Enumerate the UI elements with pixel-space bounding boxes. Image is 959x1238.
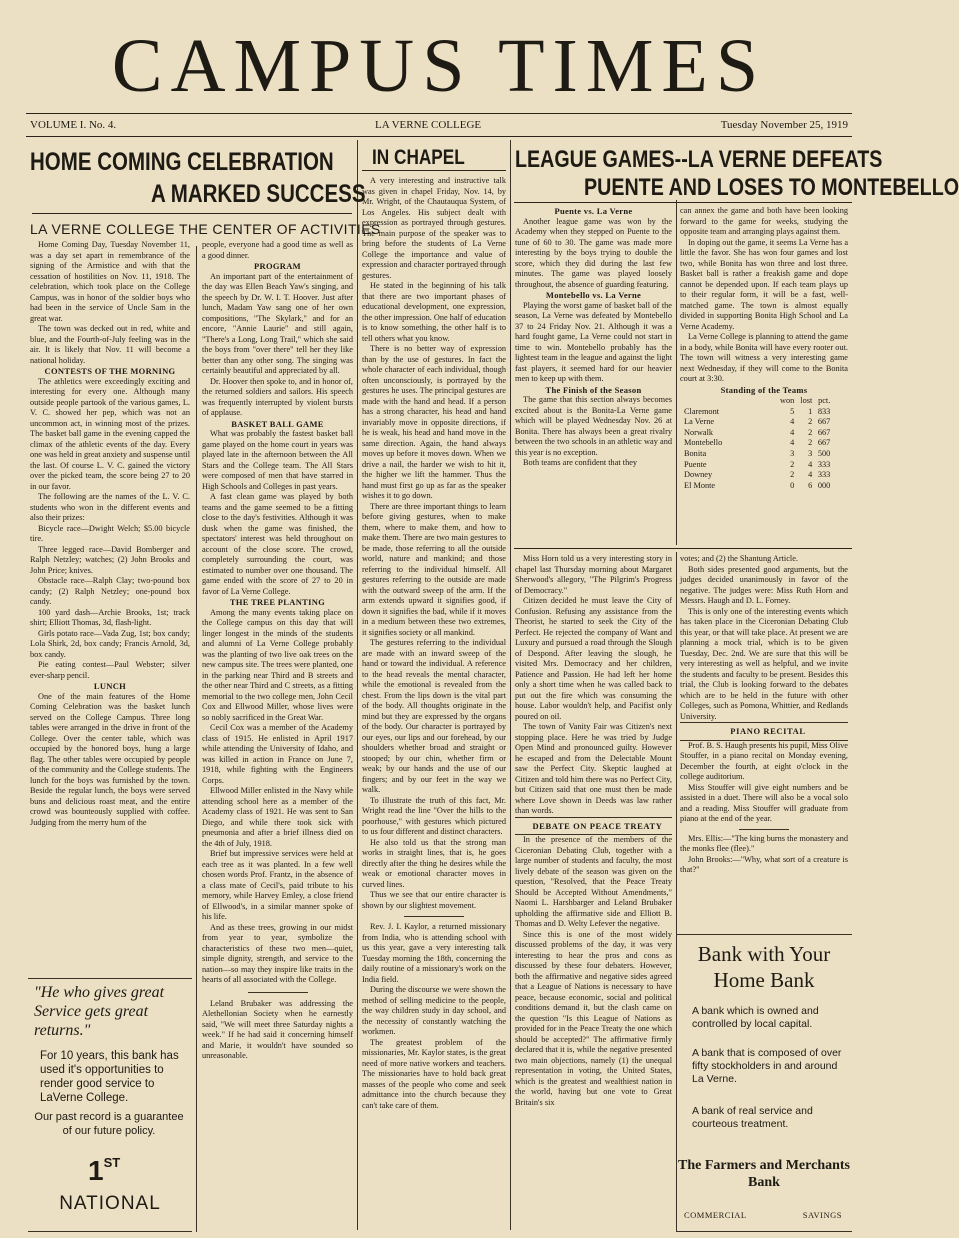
debate-subhead: DEBATE ON PEACE TREATY (515, 817, 672, 836)
article-paragraph: people, everyone had a good time as well as a good dinner. (202, 240, 353, 260)
standings-header-row (682, 396, 832, 407)
article-paragraph: Girls potato race—Vada Zug, 1st; box candy; Lola Shirk, 2d, box candy; Francis Arnold, 3d, box candy. (30, 628, 190, 659)
article-paragraph: One of the main features of the Home Coming Celebration was the basket lunch served on the College Campus. Three long tables were arranged in the drive in front of the College. Over the center table, which was occupied by the honored boys, hung a large flag. The other tables were occupied by people of the community and the College students. The lunch for the boys was furnished by the town. Beside the regular lunch, the boys were served buns and delicious roast meat, and the entire crowd was bounteously supplied with coffee. Judging from the merry hum of the (30, 691, 190, 827)
standings-row (682, 449, 832, 460)
standings-lost: 2 (808, 417, 813, 427)
article-paragraph: The athletics were exceedingly exciting and interesting for every one. Although many outside people partook of the various games, L. V. C. showed her pep, which was not an uncommon act, in winning most of the prizes. The basket ball game in the evening capped the climax of the athletic events of the day. Every one was held in great anxiety and suspense until the last. Of course L. V. C. gained the victory over the picked team, the score being 27 to 20 in our favor. (30, 376, 190, 491)
ad-savings: SAVINGS (802, 1210, 842, 1220)
article-paragraph: A fast clean game was played by both teams and the game seemed to be a fitting close to the day's festivities. Although it was dusk when the game was finished, the spectators' interest was held throughout on account of the close score. The crowd, completely surrounding the court, was estimated to number over one thousand. The game ended with the score of 27 to 20 in favor of La Verne College. (202, 492, 353, 596)
article-paragraph: There is no better way of expression than by the use of gestures. In fact the whole character of each individual, though often unconsciously, is portrayed by the gestures he uses. The principal gestures are made with the hand and head. If a person has a strong character, his head and hand invariably move in opposite directions, if he is weak, his head and hand move in the same direction. Again, the hand always moves up before it moves down. When we drive a nail, the harder we wish to hit it, the higher we lift the hammer. Thus the hand must first go up as far as the speaker wishes it to go down. (362, 344, 506, 500)
tree-planting-subhead: THE TREE PLANTING (229, 597, 326, 607)
standings-header: lost (800, 396, 813, 405)
article-paragraph: Cecil Cox was a member of the Academy class of 1915. He enlisted in April 1917 while attending the University of Idaho, and was killed in action in France on June 7, 1918, while fighting with the Engineers Corps. (202, 723, 353, 785)
ad-text: A bank of real service and courteous treatment. (692, 1105, 813, 1130)
standings-pct: 833 (817, 406, 831, 416)
standings-lost: 3 (808, 448, 813, 458)
ad-text: A bank which is owned and controlled by local capital. (692, 1005, 819, 1030)
article-paragraph: Both sides presented good arguments, but the judges decided unanimously in favor of the negative. The judges were: Miss Ruth Horn and Messrs. Haugh and D. L. Forney. (680, 564, 848, 605)
article-paragraph: Among the many events taking place on the College campus on this day that will linger longest in the minds of the students and alumni of La Verne College probably was the planting of two live oak trees on the new campus site. The trees were planted, one in the parking near Third and B streets and the other near Third and C streets, as a fitting memorial to the two college men, John Cecil Cox and Ellwood Miller, whose lives were so nobly sacrificed in the Great War. (202, 607, 353, 722)
section-rule (514, 548, 852, 549)
standings-header: pct. (818, 396, 831, 405)
article-paragraph: Obstacle race—Ralph Clay; two-pound box candy; (2) Ralph Netzley; one-pound box candy. (30, 576, 190, 606)
standings-row (682, 428, 832, 439)
article-paragraph: This is only one of the interesting events which has taken place in the Ciceronian Debating Club this year, or that will take place. At present we are planning a mock trial, which is to be given Tuesday, Dec. 2nd. We are sure that this will be very interesting as well as helpful, and we invite the students and faculty to be present. Besides this trial, the Club is looking forward to the debates which are to be held in the future with other Colleges, such as Pomona, Whittier, and Redlands University. (680, 606, 848, 721)
article-paragraph: Rev. J. I. Kaylor, a returned missionary from India, who is attending school with us this year, gave a very interesting talk Tuesday morning the 18th, concerning the daily routine of a missionary's work on the India field. (362, 922, 506, 984)
standings-pct: 667 (817, 438, 831, 448)
masthead (0, 0, 878, 112)
standings-pct: 333 (817, 470, 831, 480)
ad-headline: Bank with Your Home Bank (697, 942, 831, 992)
article-paragraph: A very interesting and instructive talk was given in chapel Friday, Nov. 14, by Mr. Wright, of the Chautauqua System, of Los Angeles. His subject dealt with expression as portrayed through gestures. The main purpose of the speaker was to bring before the students of La Verne College the importance and value of expression and character portrayed through gestures. (362, 176, 506, 280)
article-paragraph: Thus we see that our entire character is shown by our slightest movement. (362, 890, 506, 910)
lunch-subhead: LUNCH (93, 681, 127, 691)
standings-won: 2 (790, 470, 795, 480)
ad-num-digit: 1 (88, 1155, 104, 1186)
standings-pct: 333 (817, 459, 831, 469)
standings-row (682, 460, 832, 471)
article-paragraph: The following are the names of the L. V. C. students who won in the different events and also their prizes: (30, 492, 190, 522)
article-paragraph: The game that this section always becomes excited about is the Bonita-La Verne game which will be played Wednesday Nov. 26 at Bonita. There has always been a great rivalry between the two schools in an athletic way and this year is no exception. (515, 395, 672, 457)
lower-column-1 (515, 554, 672, 1230)
headline-rule (362, 170, 506, 171)
chapel-headline: IN CHAPEL (372, 146, 465, 169)
article-paragraph: What was probably the fastest basket ball game played on the home court in years was played late in the afternoon between the All Stars and the College team. The All Stars were composed of men that have starred in High Schools and Colleges in past years. (202, 429, 353, 491)
standings-won: 4 (790, 417, 795, 427)
article-paragraph: Miss Horn told us a very interesting story in chapel last Thursday morning about Margaret Sherwood's allegory, "The Pilgrim's Progress of Democracy." (515, 554, 672, 595)
standings-subhead: Standing of the Teams (720, 384, 808, 395)
montebello-subhead: Montebello vs. La Verne (545, 290, 642, 300)
league-column-2 (680, 206, 848, 546)
standings-pct: 667 (817, 417, 831, 427)
standings-row (682, 438, 832, 449)
masthead-rule-top (26, 113, 852, 114)
ad-text: A bank that is composed of over fifty stockholders in and around La Verne. (692, 1047, 842, 1085)
article-paragraph: The greatest problem of the missionaries, Mr. Kaylor states, is the great need of more native workers and teachers. The missionaries have to hold back great masses of the people who come and seek admittance into the church because they can't take care of them. (362, 1037, 506, 1110)
ad-body: For 10 years, this bank has used it's opportunities to render good service to LaVerne College. (40, 1050, 179, 1104)
standings-team: Claremont (684, 406, 720, 416)
article-paragraph: To illustrate the truth of this fact, Mr. Wright read the line "Over the hills to the poorhouse," with gestures which pictured to us four different and distinct characters. (362, 795, 506, 836)
standings-team: Puente (684, 459, 707, 469)
article-paragraph: There are three important things to learn before giving gestures, when to make them, where to make them, and how to make them. There are two main gestures to be made, those referring to all the outside world, nature and mankind; and those referring to the individual himself. All gestures referring to the outside are made with the outward sweep of the arm. If the arm extends upward it signifies good, if down it signifies the bad, while if it moves in a medium between these two extremes, it signifies society or all mankind. (362, 501, 506, 637)
basketball-subhead: BASKET BALL GAME (231, 418, 324, 429)
dateline (30, 119, 848, 133)
article-paragraph: La Verne College is planning to attend the game in a body, while Bonita will have every rooter out. The town will witness a very interesting game next Wednesday, if they will come to the Bonita court at 3:30. (680, 332, 848, 383)
ad-record: Our past record is a guarantee of our future policy. (34, 1111, 184, 1137)
homecoming-kicker: LA VERNE COLLEGE THE CENTER OF ACTIVITIES (30, 221, 381, 237)
standings-team: Norwalk (684, 427, 714, 437)
article-paragraph: Leland Brubaker was addressing the Alethellonian Society when he earnestly said, "We will meet three Saturday nights a week." If he had said it concerning himself and Marie, it wouldn't have sounded so unreasonable. (202, 998, 353, 1060)
standings-row (682, 470, 832, 481)
standings-pct: 000 (817, 480, 831, 490)
article-paragraph: Playing the worst game of basket ball of the season, La Verne was defeated by Montebello 37 to 24 Friday Nov. 21. Although it was a hard fought game, La Verne could not start in time to win. Montebello probably has the lightest team in the league and against the light fast players, it seemed hard for our heavier men to keep up with them. (515, 300, 672, 383)
homecoming-headline: HOME COMING CELEBRATION (30, 148, 334, 176)
program-subhead: PROGRAM (254, 261, 301, 271)
standings-team: Bonita (684, 448, 707, 458)
standings-won: 4 (790, 427, 795, 437)
standings-lost: 2 (808, 438, 813, 448)
standings-pct: 667 (817, 427, 831, 437)
article-paragraph: The town was decked out in red, white and blue, and the Fourth-of-July feeling was in the air. It is likely that Nov. 11 will become a national holiday. (30, 324, 190, 365)
article-paragraph: Dr. Hoover then spoke to, and in honor of, the returned soldiers and sailors. His speech was frequently interrupted by violent bursts of applause. (202, 376, 353, 417)
ad-num-suffix: ST (103, 1155, 121, 1170)
article-paragraph: Pie eating contest—Paul Webster; silver ever-sharp pencil. (30, 660, 190, 680)
article-paragraph: Prof. B. S. Haugh presents his pupil, Miss Olive Stouffer, in a piano recital on Monday evening, December the fourth, at eight o'clock in the college auditorium. (680, 740, 848, 781)
article-paragraph: Ellwood Miller enlisted in the Navy while attending school here as a member of the Academy class of 1921. He was sent to San Diego, and while there took sick with pneumonia and after a brief illness died on the 4th of July, 1918. (202, 786, 353, 848)
short-divider (739, 829, 789, 830)
short-divider (248, 992, 308, 993)
ad-bank-name: The Farmers and Merchants Bank (678, 1158, 850, 1190)
column-rule (357, 140, 358, 1230)
standings-won: 5 (790, 406, 795, 416)
standings-won: 3 (790, 448, 795, 458)
article-paragraph: 100 yard dash—Archie Brooks, 1st; track shirt; Elliott Thomas, 3d, flash-light. (30, 607, 190, 627)
first-national-ad (28, 978, 192, 1232)
league-headline-2: PUENTE AND LOSES TO MONTEBELLO (584, 174, 959, 201)
column-rule (676, 200, 677, 545)
standings-lost: 2 (808, 427, 813, 437)
column-rule (196, 246, 197, 1232)
standings-lost: 6 (808, 480, 813, 490)
league-column-1 (515, 206, 672, 546)
article-paragraph: In the presence of the members of the Ciceronian Debating Club, together with a large number of students and faculty, the most lively debate of the season was given on the question, "Resolved, that the Peace Treaty Should be Accepted Without Amendments," Naomi L. Harshbarger and Leland Brubaker upholding the affirmative side and Elliott B. Thomas and D. Welty Lefever the negative. (515, 835, 672, 928)
article-paragraph: Miss Stouffer will give eight numbers and be assisted in a duet. There will also be a vocal solo and a reading. Miss Stouffer will graduate from piano at the end of the year. (680, 782, 848, 823)
college-name: LA VERNE COLLEGE (375, 119, 482, 131)
short-divider (404, 916, 464, 917)
article-paragraph: The town of Vanity Fair was Citizen's next stopping place. Here he was tried by Judge Open Mind and pronounced guilty. However he escaped and from the Delectable Mount saw the Perfect City. Skeptic laughed at Citizen and told him there was no Perfect City, but Citizen said that one must then be made where Love shown in Deeds was law rather than words. (515, 722, 672, 815)
standings-row (682, 417, 832, 428)
league-headline: LEAGUE GAMES--LA VERNE DEFEATS (515, 146, 883, 173)
headline-rule (32, 213, 352, 214)
ad-bank-name: NATIONAL (59, 1193, 161, 1214)
standings-table (682, 396, 832, 491)
lower-column-2 (680, 554, 848, 930)
standings-won: 2 (790, 459, 795, 469)
standings-row (682, 407, 832, 418)
ad-quote: "He who gives great Service gets great returns." (34, 984, 165, 1039)
ad-commercial: COMMERCIAL (684, 1210, 747, 1220)
article-paragraph: Both teams are confident that they (523, 458, 638, 467)
contests-subhead: CONTESTS OF THE MORNING (44, 366, 176, 376)
article-paragraph: Three legged race—David Bomberger and Ralph Netzley; watches; (2) John Brooks and John Price; knives. (30, 544, 190, 575)
article-paragraph: Since this is one of the most widely discussed problems of the day, it was very interesting to hear the pros and cons as discussed by these four debaters. However, both the affirmative and negative sides agreed that a League of Nations is necessary to have peace, because economic, social and political conditions demand it, but the clash came on the question "Is this League of Nations as provided for in the Peace Treaty the one which should be accepted?" The affirmative firmly declared that it is, while the negative presented two main objections, namely (1) the unequal representation in voting, the United States, which is the greatest and wealthiest nation in the world, having but one vote to Great Britain's six (515, 929, 672, 1107)
standings-team: Montebello (684, 438, 723, 448)
chapel-column (362, 176, 506, 1230)
masthead-rule-bottom (26, 136, 852, 137)
standings-pct: 500 (817, 448, 831, 458)
article-paragraph: Brief but impressive services were held at each tree as it was planted. In a few well chosen words Prof. Frantz, in the absence of a class mate of Cecil's, paid tribute to his memory, while Harvey Emley, a close friend of Ellwood's, in a similar manner spoke of his life. (202, 849, 353, 921)
standings-row (682, 481, 832, 492)
column-rule (510, 140, 511, 1230)
standings-lost: 1 (808, 406, 813, 416)
finish-subhead: The Finish of the Season (545, 384, 642, 395)
standings-lost: 4 (808, 459, 813, 469)
puente-subhead: Puente vs. La Verne (554, 206, 633, 216)
article-paragraph: And as these trees, growing in our midst from year to year, symbolize the characteristics of these two men—quiet, simple dignity, strength, and service to the nation—so may they inspire like traits in the hearts of all associated with the College. (202, 922, 353, 984)
article-paragraph: Citizen decided he must leave the City of Confusion. Refusing any assistance from the Theorist, he started to seek the City of the Perfect. He rejected the company of Want and Luxury and pursued a road through the Slough of Despond. After leaving the slough, he visited Mrs. Democracy and her children, Patience and Passion. He had left her home only a short time when he was called back to put out the fire which was consuming the house. Labor wouldn't help, and Pacifist only poured on oil. (515, 596, 672, 721)
homecoming-column-1 (30, 240, 190, 976)
homecoming-headline-2: A MARKED SUCCESS (151, 180, 366, 208)
standings-won: 4 (790, 438, 795, 448)
article-paragraph: He also told us that the strong man works in straight lines, that is, he goes directly after the thing he desires while the weak or emotional character moves in curved lines. (362, 837, 506, 889)
volume-number: VOLUME I. No. 4. (30, 119, 117, 131)
article-paragraph: He stated in the beginning of his talk that there are two important phases of educational development, one expression, the other impression. One half of education is to know something, the other half is to tell others what you know. (362, 281, 507, 343)
standings-header-team (682, 396, 778, 407)
article-paragraph: The gestures referring to the individual are made with an inward sweep of the hand or toward the individual. A reference to the head reveals the mental character, while the emotional is revealed from the chest. From the lips down is the vital part of the body. All thoughts originate in the mind but they are expressed by the organs of the body. Our character is portrayed by our eyes, our lips and our forehead, by our shoulders whether broad and straight or stooped; by our chin, whether firm or weak; by our hands and the use of our fingers; and by our feet in the way we walk. (362, 638, 506, 794)
standings-header: won (780, 396, 795, 405)
standings-team: El Monte (684, 480, 716, 490)
article-paragraph: votes; and (2) the Shantung Article. (680, 554, 798, 563)
joke-line: Mrs. Ellis:—"The king burns the monastery and the monks flee (flee)." (680, 833, 848, 853)
article-paragraph: An important part of the entertainment of the day was Ellen Beach Yaw's singing, and the speech by Dr. W. I. T. Hoover. Just after lunch, Madam Yaw sang one of her own compositions, "The Skylark," and for an encore, "Annie Laurie" and still again, "There's a Long, Long Trail," which she said the boys from "over there" tell her they like better than any other song. The singing was certainly beautiful and appreciated by all. (202, 271, 353, 375)
headline-rule (514, 202, 852, 203)
standings-won: 0 (790, 480, 795, 490)
article-paragraph: Another league game was won by the Academy when they stepped on Puente to the tune of 60 to 30. The game was made more interesting by the boys trying to double the score, which they did during the last few minutes. The game was played loosely throughout, the absence of guarding featuring. (515, 216, 672, 289)
article-paragraph: Home Coming Day, Tuesday November 11, was a day set apart in remembrance of the signing of the Armistice and with that the cessation of hostilities on Nov. 11, 1918. The celebration, which took place on the College Campus, was in honor of the soldier boys who had been in the service of Uncle Sam in the great war. (30, 240, 190, 323)
standings-team: Downey (684, 470, 713, 480)
joke-line: John Brooks:—"Why, what sort of a creature is that?" (680, 854, 848, 874)
article-paragraph: During the discourse we were shown the method of selling medicine to the people, the way children study in day school, and the necessity of constantly watching the workmen. (362, 985, 506, 1036)
piano-subhead: PIANO RECITAL (680, 722, 848, 741)
article-paragraph: In doping out the game, it seems La Verne has a little the favor. She has won four games and lost two, while Bonita has won three and lost three. Basket ball is rather a freakish game and dope cannot be depended upon. If each team plays up to their regular form, it will be a fast, well-matched game. The town is almost equally divided in supporting Bonita High School and La Verne Academy. (680, 237, 848, 331)
standings-lost: 4 (808, 470, 813, 480)
issue-date: Tuesday November 25, 1919 (720, 119, 848, 131)
homecoming-column-2 (202, 240, 353, 1230)
article-paragraph: can annex the game and both have been looking forward to the game for weeks, studying the opposite team and arranging plays against them. (680, 206, 848, 236)
standings-team: La Verne (684, 417, 715, 427)
farmers-merchants-ad (676, 934, 852, 1232)
article-paragraph: Bicycle race—Dwight Welch; $5.00 bicycle tire. (30, 523, 190, 543)
newspaper-title: CAMPUS TIMES (111, 24, 767, 108)
ad-number (88, 1155, 120, 1187)
